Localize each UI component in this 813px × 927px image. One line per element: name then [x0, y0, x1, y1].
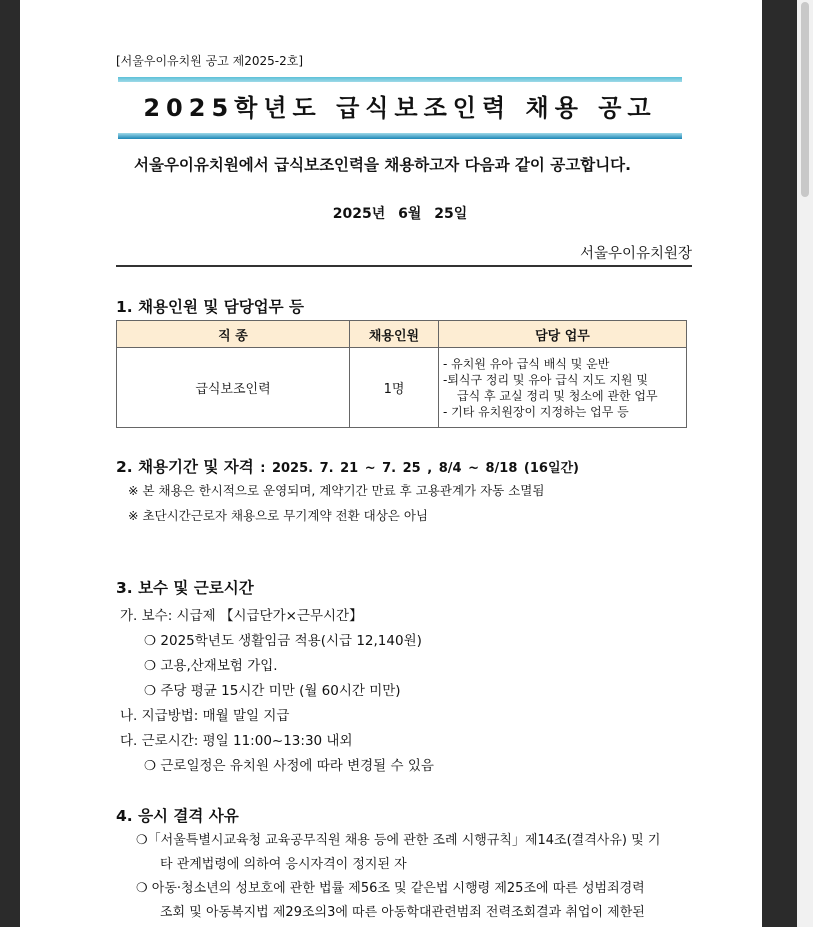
- section1-heading: 1. 채용인원 및 담당업무 등: [116, 298, 304, 316]
- job-cell: 급식보조인력: [117, 348, 350, 428]
- document-title: 2025학년도 급식보조인력 채용 공고: [143, 94, 657, 122]
- table-row: [117, 348, 687, 428]
- viewer-background-left: [0, 0, 20, 927]
- duty-line: - 기타 유치원장이 지정하는 업무 등: [443, 404, 629, 419]
- disqualification-item: [136, 829, 696, 877]
- payment-method: 나. 지급방법: 매월 말일 지급: [120, 708, 290, 724]
- vertical-scrollbar[interactable]: [797, 0, 813, 927]
- item-line: 조회 및 아동복지법 제29조의3에 따른 아동학대관련범죄 전력조회결과 취업이 제한된: [160, 905, 645, 920]
- notice-date: 2025년 6월 25일: [332, 206, 468, 222]
- header-divider: [116, 265, 692, 267]
- item-line: ❍ 아동·청소년의 성보호에 관한 법률 제56조 및 같은법 시행령 제25조에 따른 성범죄경력: [136, 881, 645, 896]
- section4-heading: 4. 응시 결격 사유: [116, 807, 239, 825]
- table-header-row: [117, 321, 687, 348]
- signer: 서울우이유치원장: [579, 246, 692, 262]
- duty-line: 급식 후 교실 정리 및 청소에 관한 업무: [457, 388, 658, 403]
- pay-line: 가. 보수: 시급제 【시급단가×근무시간】: [120, 608, 363, 624]
- notice-number: [서울우이유치원 공고 제2025-2호]: [116, 54, 304, 68]
- pay-item: ❍ 2025학년도 생활임금 적용(시급 12,140원): [144, 633, 422, 649]
- pay-item: ❍ 고용,산재보험 가입.: [144, 658, 278, 674]
- item-line: 타 관계법령에 의하여 응시자격이 정지된 자: [160, 857, 407, 872]
- section2-heading: 2. 채용기간 및 자격: [116, 458, 254, 476]
- title-bottom-bar: [118, 133, 682, 139]
- item-line: ❍「서울특별시교육청 교육공무직원 채용 등에 관한 조례 시행규칙」제14조(결격사유) 및 기: [136, 833, 661, 848]
- count-cell: 1명: [350, 348, 439, 428]
- note-text: ※ 본 채용은 한시적으로 운영되며, 계약기간 만료 후 고용관계가 자동 소멸됨: [128, 483, 545, 498]
- work-hours: 다. 근로시간: 평일 11:00~13:30 내외: [120, 733, 353, 749]
- disqualification-item: [136, 877, 696, 925]
- document-page: [20, 0, 762, 927]
- section3-heading: 3. 보수 및 근로시간: [116, 579, 254, 597]
- duty-line: - 유치원 유아 급식 배식 및 운반: [443, 356, 610, 371]
- scrollbar-thumb[interactable]: [801, 2, 809, 197]
- pay-item: ❍ 주당 평균 15시간 미만 (월 60시간 미만): [144, 683, 401, 699]
- title-top-bar: [118, 77, 682, 82]
- duty-table: [116, 320, 687, 428]
- viewer-background-right: [762, 0, 797, 927]
- section2-heading-line: [116, 455, 579, 477]
- hours-item: ❍ 근로일정은 유치원 사정에 따라 변경될 수 있음: [144, 758, 434, 774]
- intro-text: 서울우이유치원에서 급식보조인력을 채용하고자 다음과 같이 공고합니다.: [134, 156, 632, 174]
- note-text: ※ 초단시간근로자 채용으로 무기계약 전환 대상은 아님: [128, 508, 428, 523]
- duties-cell: [439, 348, 687, 428]
- table-header: 직 종: [117, 321, 350, 348]
- table-header: 담당 업무: [439, 321, 687, 348]
- table-header: 채용인원: [350, 321, 439, 348]
- employment-period: : 2025. 7. 21 ~ 7. 25 , 8/4 ~ 8/18 (16일간): [253, 461, 580, 476]
- duty-line: -퇴식구 정리 및 유아 급식 지도 지원 및: [443, 372, 648, 387]
